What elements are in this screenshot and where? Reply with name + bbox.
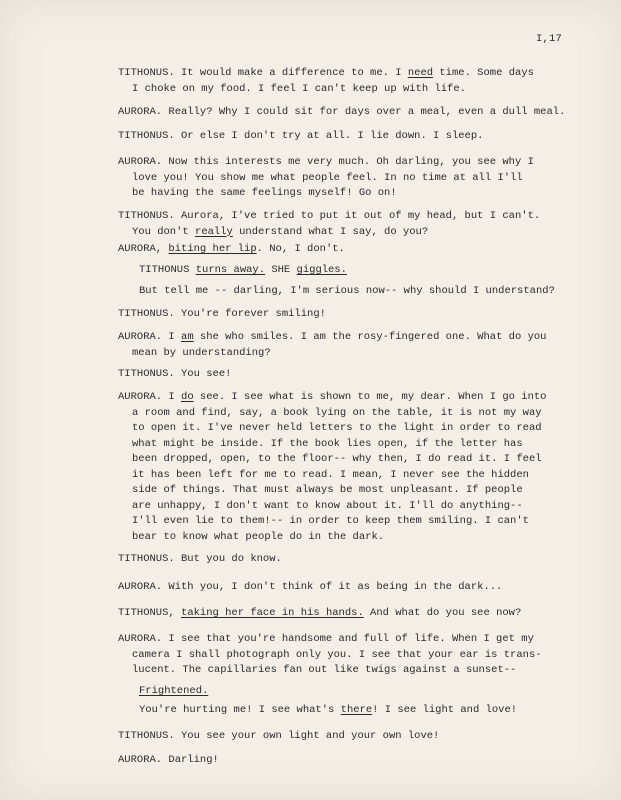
line: been dropped, open, to the floor-- why then, I do read it. I feel bbox=[132, 453, 542, 465]
speech-aurora-2 bbox=[118, 155, 588, 202]
line: are unhappy, I don't want to know about it. I'll do anything-- bbox=[132, 499, 523, 512]
line: a room and find, say, a book lying on the table, it is not my way bbox=[132, 406, 542, 419]
line: bear to know what people do in the dark. bbox=[132, 530, 385, 543]
line: TITHONUS. But you do know. bbox=[118, 553, 282, 565]
emphasis: am bbox=[181, 331, 194, 343]
speech-aurora-5 bbox=[118, 390, 588, 545]
speech-tithonus-6 bbox=[118, 552, 588, 568]
line: see. I see what is shown to me, my dear. When I go into bbox=[193, 391, 547, 403]
line: love you! You show me what people feel. In no time at all I'll bbox=[132, 171, 523, 184]
line: she who smiles. I am the rosy-fingered one. What do you bbox=[193, 331, 547, 343]
speech-aurora-6 bbox=[118, 580, 588, 596]
line: time. Some days bbox=[433, 67, 534, 79]
line: And what do you see now? bbox=[363, 607, 522, 619]
line: lucent. The capillaries fan out like twigs against a sunset-- bbox=[132, 664, 517, 676]
speech-aurora-8 bbox=[118, 753, 588, 769]
speech-tithonus-4 bbox=[118, 307, 588, 323]
line: AURORA. Really? Why I could sit for days over a meal, even a dull meal. bbox=[118, 106, 566, 118]
line: TITHONUS. Aurora, I've tried to put it out of my head, but I can't. bbox=[118, 210, 541, 222]
speech-tithonus-7 bbox=[118, 606, 588, 622]
line: understand what I say, do you? bbox=[232, 225, 429, 238]
line: AURORA. I bbox=[118, 391, 182, 403]
line: be having the same feelings myself! Go on! bbox=[132, 187, 397, 199]
page-number: I,17 bbox=[536, 33, 563, 45]
line: ! I see light and love! bbox=[372, 704, 518, 716]
line: AURORA. Darling! bbox=[118, 754, 219, 766]
line: to open it. I've never held letters to the light in order to read bbox=[132, 422, 542, 434]
line: side of things. That must always be most unpleasant. If people bbox=[132, 484, 523, 496]
emphasis: really bbox=[195, 225, 233, 238]
speech-aurora-4 bbox=[118, 330, 588, 361]
line: mean by understanding? bbox=[132, 346, 271, 359]
emphasis: turns away. bbox=[195, 264, 266, 276]
emphasis: giggles. bbox=[296, 264, 347, 276]
emphasis: there bbox=[340, 704, 373, 716]
line: TITHONUS. You're forever smiling! bbox=[118, 308, 326, 320]
line: TITHONUS, bbox=[118, 607, 182, 619]
speech-tithonus-1 bbox=[118, 66, 588, 97]
stage-direction: taking her face in his hands. bbox=[181, 607, 364, 619]
speech-aurora-1 bbox=[118, 105, 588, 121]
stage-direction-1 bbox=[139, 263, 347, 279]
speech-tithonus-2 bbox=[118, 129, 588, 145]
speech-aurora-3 bbox=[118, 242, 588, 258]
line: . No, I don't. bbox=[256, 243, 345, 255]
speech-tithonus-8 bbox=[118, 729, 588, 745]
line: camera I shall photograph only you. I see that your ear is trans- bbox=[132, 648, 542, 661]
line: TITHONUS bbox=[139, 264, 196, 276]
line: SHE bbox=[265, 264, 297, 276]
line: AURORA, bbox=[118, 243, 169, 255]
speech-tithonus-5 bbox=[118, 367, 588, 383]
speech-aurora-7 bbox=[118, 632, 588, 679]
emphasis: do bbox=[181, 391, 194, 403]
line: I'll even lie to them!-- in order to keep them smiling. I can't bbox=[132, 515, 529, 527]
line: TITHONUS. You see! bbox=[118, 368, 232, 380]
line: You don't bbox=[132, 225, 196, 238]
line: TITHONUS. You see your own light and your own love! bbox=[118, 730, 440, 742]
speech-continued-1: But tell me -- darling, I'm serious now-- why should I understand? bbox=[139, 285, 555, 297]
line: what might be inside. If the book lies open, if the letter has bbox=[132, 437, 523, 450]
stage-direction: biting her lip bbox=[168, 243, 257, 255]
emphasis: need bbox=[407, 67, 434, 79]
speech-continued-2 bbox=[139, 703, 517, 719]
line: AURORA. I see that you're handsome and full of life. When I get my bbox=[118, 633, 534, 645]
line: AURORA. With you, I don't think of it as being in the dark... bbox=[118, 581, 503, 593]
speech-tithonus-3 bbox=[118, 209, 588, 240]
stage-direction-2: Frightened. bbox=[139, 685, 209, 697]
line: AURORA. Now this interests me very much. Oh darling, you see why I bbox=[118, 156, 534, 168]
line: TITHONUS. Or else I don't try at all. I lie down. I sleep. bbox=[118, 130, 484, 142]
line: TITHONUS. It would make a difference to me. I bbox=[118, 67, 408, 79]
line: You're hurting me! I see what's bbox=[139, 704, 341, 716]
line: it has been left for me to read. I mean, I never see the hidden bbox=[132, 468, 529, 481]
line: I choke on my food. I feel I can't keep up with life. bbox=[132, 82, 466, 95]
line: AURORA. I bbox=[118, 331, 182, 343]
